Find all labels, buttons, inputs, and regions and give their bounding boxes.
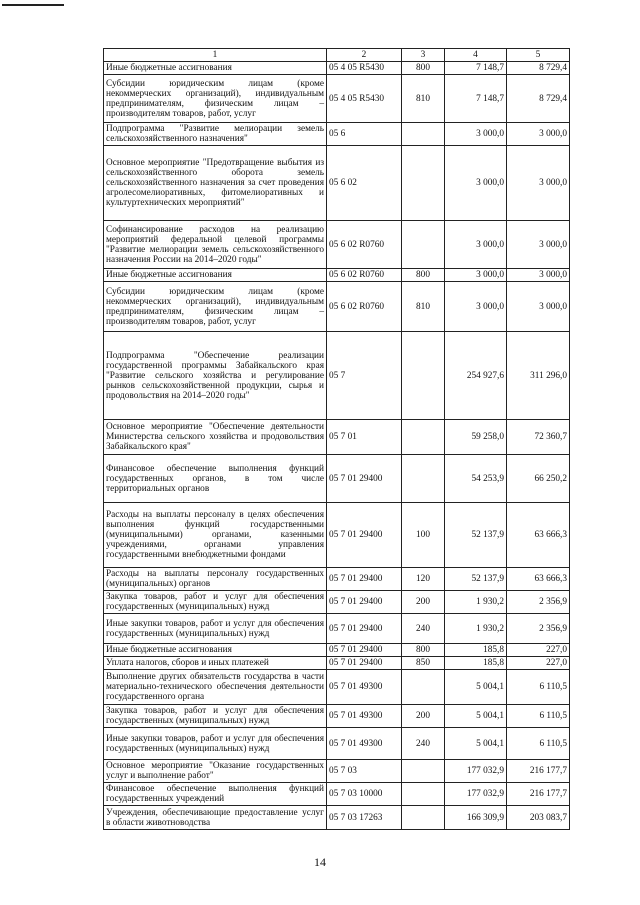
target-article-code: 05 6 <box>327 123 402 146</box>
row-name: Расходы на выплаты персоналу в целях обеспечения выполнения функций государственными (муниципальными) органами, казенными учреждениями, органами управления государственными внебюджетными фондами <box>104 503 327 568</box>
amount-year-1: 7 148,7 <box>445 75 507 123</box>
header-col-4: 4 <box>445 49 507 62</box>
expense-type <box>402 760 445 783</box>
header-col-3: 3 <box>402 49 445 62</box>
row-name: Субсидии юридическим лицам (кроме некоммерческих организаций), индивидуальным предпринимателям, физическим лицам – производителям товаров, работ, услуг <box>104 282 327 332</box>
expense-type: 800 <box>402 644 445 657</box>
table-row <box>104 420 570 455</box>
amount-year-1: 3 000,0 <box>445 269 507 282</box>
expense-type <box>402 332 445 420</box>
row-name: Иные бюджетные ассигнования <box>104 644 327 657</box>
row-name: Учреждения, обеспечивающие предоставление услуг в области животноводства <box>104 806 327 830</box>
amount-year-1: 3 000,0 <box>445 123 507 146</box>
expense-type: 810 <box>402 282 445 332</box>
row-name: Финансовое обеспечение выполнения функций государственных органов, в том числе территориальных органов <box>104 455 327 503</box>
row-name: Подпрограмма "Развитие мелиорации земель сельскохозяйственного назначения" <box>104 123 327 146</box>
amount-year-2: 227,0 <box>507 657 570 670</box>
row-name: Уплата налогов, сборов и иных платежей <box>104 657 327 670</box>
amount-year-2: 2 356,9 <box>507 614 570 644</box>
amount-year-2: 3 000,0 <box>507 123 570 146</box>
expense-type: 800 <box>402 269 445 282</box>
amount-year-2: 6 110,5 <box>507 705 570 728</box>
row-name: Закупка товаров, работ и услуг для обеспечения государственных (муниципальных) нужд <box>104 705 327 728</box>
target-article-code: 05 6 02 <box>327 146 402 221</box>
table-row <box>104 269 570 282</box>
expense-type: 200 <box>402 591 445 614</box>
amount-year-1: 3 000,0 <box>445 221 507 269</box>
expense-type: 850 <box>402 657 445 670</box>
table-row <box>104 783 570 806</box>
amount-year-2: 8 729,4 <box>507 62 570 75</box>
target-article-code: 05 7 01 29400 <box>327 568 402 591</box>
table-row <box>104 455 570 503</box>
target-article-code: 05 6 02 R0760 <box>327 221 402 269</box>
row-name: Финансовое обеспечение выполнения функций государственных учреждений <box>104 783 327 806</box>
target-article-code: 05 7 01 49300 <box>327 728 402 760</box>
amount-year-2: 63 666,3 <box>507 568 570 591</box>
expense-type: 120 <box>402 568 445 591</box>
amount-year-1: 59 258,0 <box>445 420 507 455</box>
table-row <box>104 591 570 614</box>
row-name: Расходы на выплаты персоналу государственных (муниципальных) органов <box>104 568 327 591</box>
expense-type: 800 <box>402 62 445 75</box>
amount-year-1: 5 004,1 <box>445 670 507 705</box>
amount-year-1: 7 148,7 <box>445 62 507 75</box>
amount-year-2: 66 250,2 <box>507 455 570 503</box>
amount-year-1: 52 137,9 <box>445 503 507 568</box>
table-row <box>104 705 570 728</box>
amount-year-1: 185,8 <box>445 657 507 670</box>
table-row <box>104 503 570 568</box>
amount-year-1: 52 137,9 <box>445 568 507 591</box>
amount-year-1: 254 927,6 <box>445 332 507 420</box>
table-row <box>104 657 570 670</box>
amount-year-1: 54 253,9 <box>445 455 507 503</box>
amount-year-2: 3 000,0 <box>507 269 570 282</box>
header-col-5: 5 <box>507 49 570 62</box>
table-row <box>104 332 570 420</box>
amount-year-2: 3 000,0 <box>507 146 570 221</box>
amount-year-2: 216 177,7 <box>507 783 570 806</box>
header-row <box>104 49 570 62</box>
row-name: Подпрограмма "Обеспечение реализации государственной программы Забайкальского края "Развитие сельского хозяйства и регулирование рынков сельскохозяйственной продукции, сырья и продовольствия на 2014–2020 годы" <box>104 332 327 420</box>
amount-year-1: 177 032,9 <box>445 783 507 806</box>
amount-year-1: 3 000,0 <box>445 282 507 332</box>
table-row <box>104 221 570 269</box>
row-name: Основное мероприятие "Обеспечение деятельности Министерства сельского хозяйства и продовольствия Забайкальского края" <box>104 420 327 455</box>
amount-year-1: 5 004,1 <box>445 705 507 728</box>
expense-type: 200 <box>402 705 445 728</box>
amount-year-2: 72 360,7 <box>507 420 570 455</box>
expense-type <box>402 221 445 269</box>
target-article-code: 05 7 01 49300 <box>327 705 402 728</box>
amount-year-2: 3 000,0 <box>507 221 570 269</box>
expense-type: 100 <box>402 503 445 568</box>
amount-year-1: 177 032,9 <box>445 760 507 783</box>
target-article-code: 05 6 02 R0760 <box>327 282 402 332</box>
amount-year-2: 63 666,3 <box>507 503 570 568</box>
table-row <box>104 644 570 657</box>
amount-year-2: 2 356,9 <box>507 591 570 614</box>
amount-year-2: 8 729,4 <box>507 75 570 123</box>
row-name: Основное мероприятие "Оказание государственных услуг и выполнение работ" <box>104 760 327 783</box>
target-article-code: 05 7 01 <box>327 420 402 455</box>
expense-type <box>402 806 445 830</box>
row-name: Субсидии юридическим лицам (кроме некоммерческих организаций), индивидуальным предпринимателям, физическим лицам – производителям товаров, работ, услуг <box>104 75 327 123</box>
table-row <box>104 62 570 75</box>
target-article-code: 05 4 05 R5430 <box>327 62 402 75</box>
page-number: 14 <box>314 855 326 869</box>
expense-type <box>402 420 445 455</box>
table-row <box>104 568 570 591</box>
target-article-code: 05 7 01 29400 <box>327 614 402 644</box>
expense-type: 240 <box>402 614 445 644</box>
target-article-code: 05 7 <box>327 332 402 420</box>
budget-table <box>103 48 570 830</box>
table-row <box>104 760 570 783</box>
target-article-code: 05 7 01 29400 <box>327 455 402 503</box>
table-row <box>104 670 570 705</box>
target-article-code: 05 6 02 R0760 <box>327 269 402 282</box>
target-article-code: 05 7 01 49300 <box>327 670 402 705</box>
amount-year-1: 166 309,9 <box>445 806 507 830</box>
amount-year-2: 311 296,0 <box>507 332 570 420</box>
expense-type <box>402 783 445 806</box>
table-row <box>104 282 570 332</box>
target-article-code: 05 7 01 29400 <box>327 591 402 614</box>
target-article-code: 05 7 03 <box>327 760 402 783</box>
expense-type <box>402 455 445 503</box>
top-rule <box>2 4 64 6</box>
target-article-code: 05 7 01 29400 <box>327 503 402 568</box>
row-name: Иные бюджетные ассигнования <box>104 269 327 282</box>
amount-year-1: 1 930,2 <box>445 614 507 644</box>
target-article-code: 05 7 03 17263 <box>327 806 402 830</box>
amount-year-2: 203 083,7 <box>507 806 570 830</box>
amount-year-2: 6 110,5 <box>507 670 570 705</box>
amount-year-1: 3 000,0 <box>445 146 507 221</box>
header-col-1: 1 <box>104 49 327 62</box>
row-name: Выполнение других обязательств государства в части материально-технического обеспечения деятельности государственного органа <box>104 670 327 705</box>
row-name: Основное мероприятие "Предотвращение выбытия из сельскохозяйственного оборота земель сельскохозяйственного назначения за счет проведения агролесомелиоративных, фитомелиоративных и культуртехнических мероприятий" <box>104 146 327 221</box>
amount-year-1: 5 004,1 <box>445 728 507 760</box>
table-row <box>104 123 570 146</box>
row-name: Софинансирование расходов на реализацию мероприятий федеральной целевой программы "Развитие мелиорации земель сельскохозяйственного назначения России на 2014–2020 годы" <box>104 221 327 269</box>
table-row <box>104 806 570 830</box>
row-name: Иные закупки товаров, работ и услуг для обеспечения государственных (муниципальных) нужд <box>104 728 327 760</box>
expense-type: 240 <box>402 728 445 760</box>
target-article-code: 05 7 01 29400 <box>327 644 402 657</box>
table-row <box>104 728 570 760</box>
expense-type: 810 <box>402 75 445 123</box>
row-name: Иные бюджетные ассигнования <box>104 62 327 75</box>
table-row <box>104 614 570 644</box>
expense-type <box>402 146 445 221</box>
target-article-code: 05 7 03 10000 <box>327 783 402 806</box>
row-name: Закупка товаров, работ и услуг для обеспечения государственных (муниципальных) нужд <box>104 591 327 614</box>
table-row <box>104 75 570 123</box>
amount-year-1: 1 930,2 <box>445 591 507 614</box>
target-article-code: 05 4 05 R5430 <box>327 75 402 123</box>
table-row <box>104 146 570 221</box>
target-article-code: 05 7 01 29400 <box>327 657 402 670</box>
expense-type <box>402 670 445 705</box>
amount-year-1: 185,8 <box>445 644 507 657</box>
amount-year-2: 6 110,5 <box>507 728 570 760</box>
amount-year-2: 3 000,0 <box>507 282 570 332</box>
amount-year-2: 216 177,7 <box>507 760 570 783</box>
amount-year-2: 227,0 <box>507 644 570 657</box>
row-name: Иные закупки товаров, работ и услуг для обеспечения государственных (муниципальных) нужд <box>104 614 327 644</box>
expense-type <box>402 123 445 146</box>
header-col-2: 2 <box>327 49 402 62</box>
